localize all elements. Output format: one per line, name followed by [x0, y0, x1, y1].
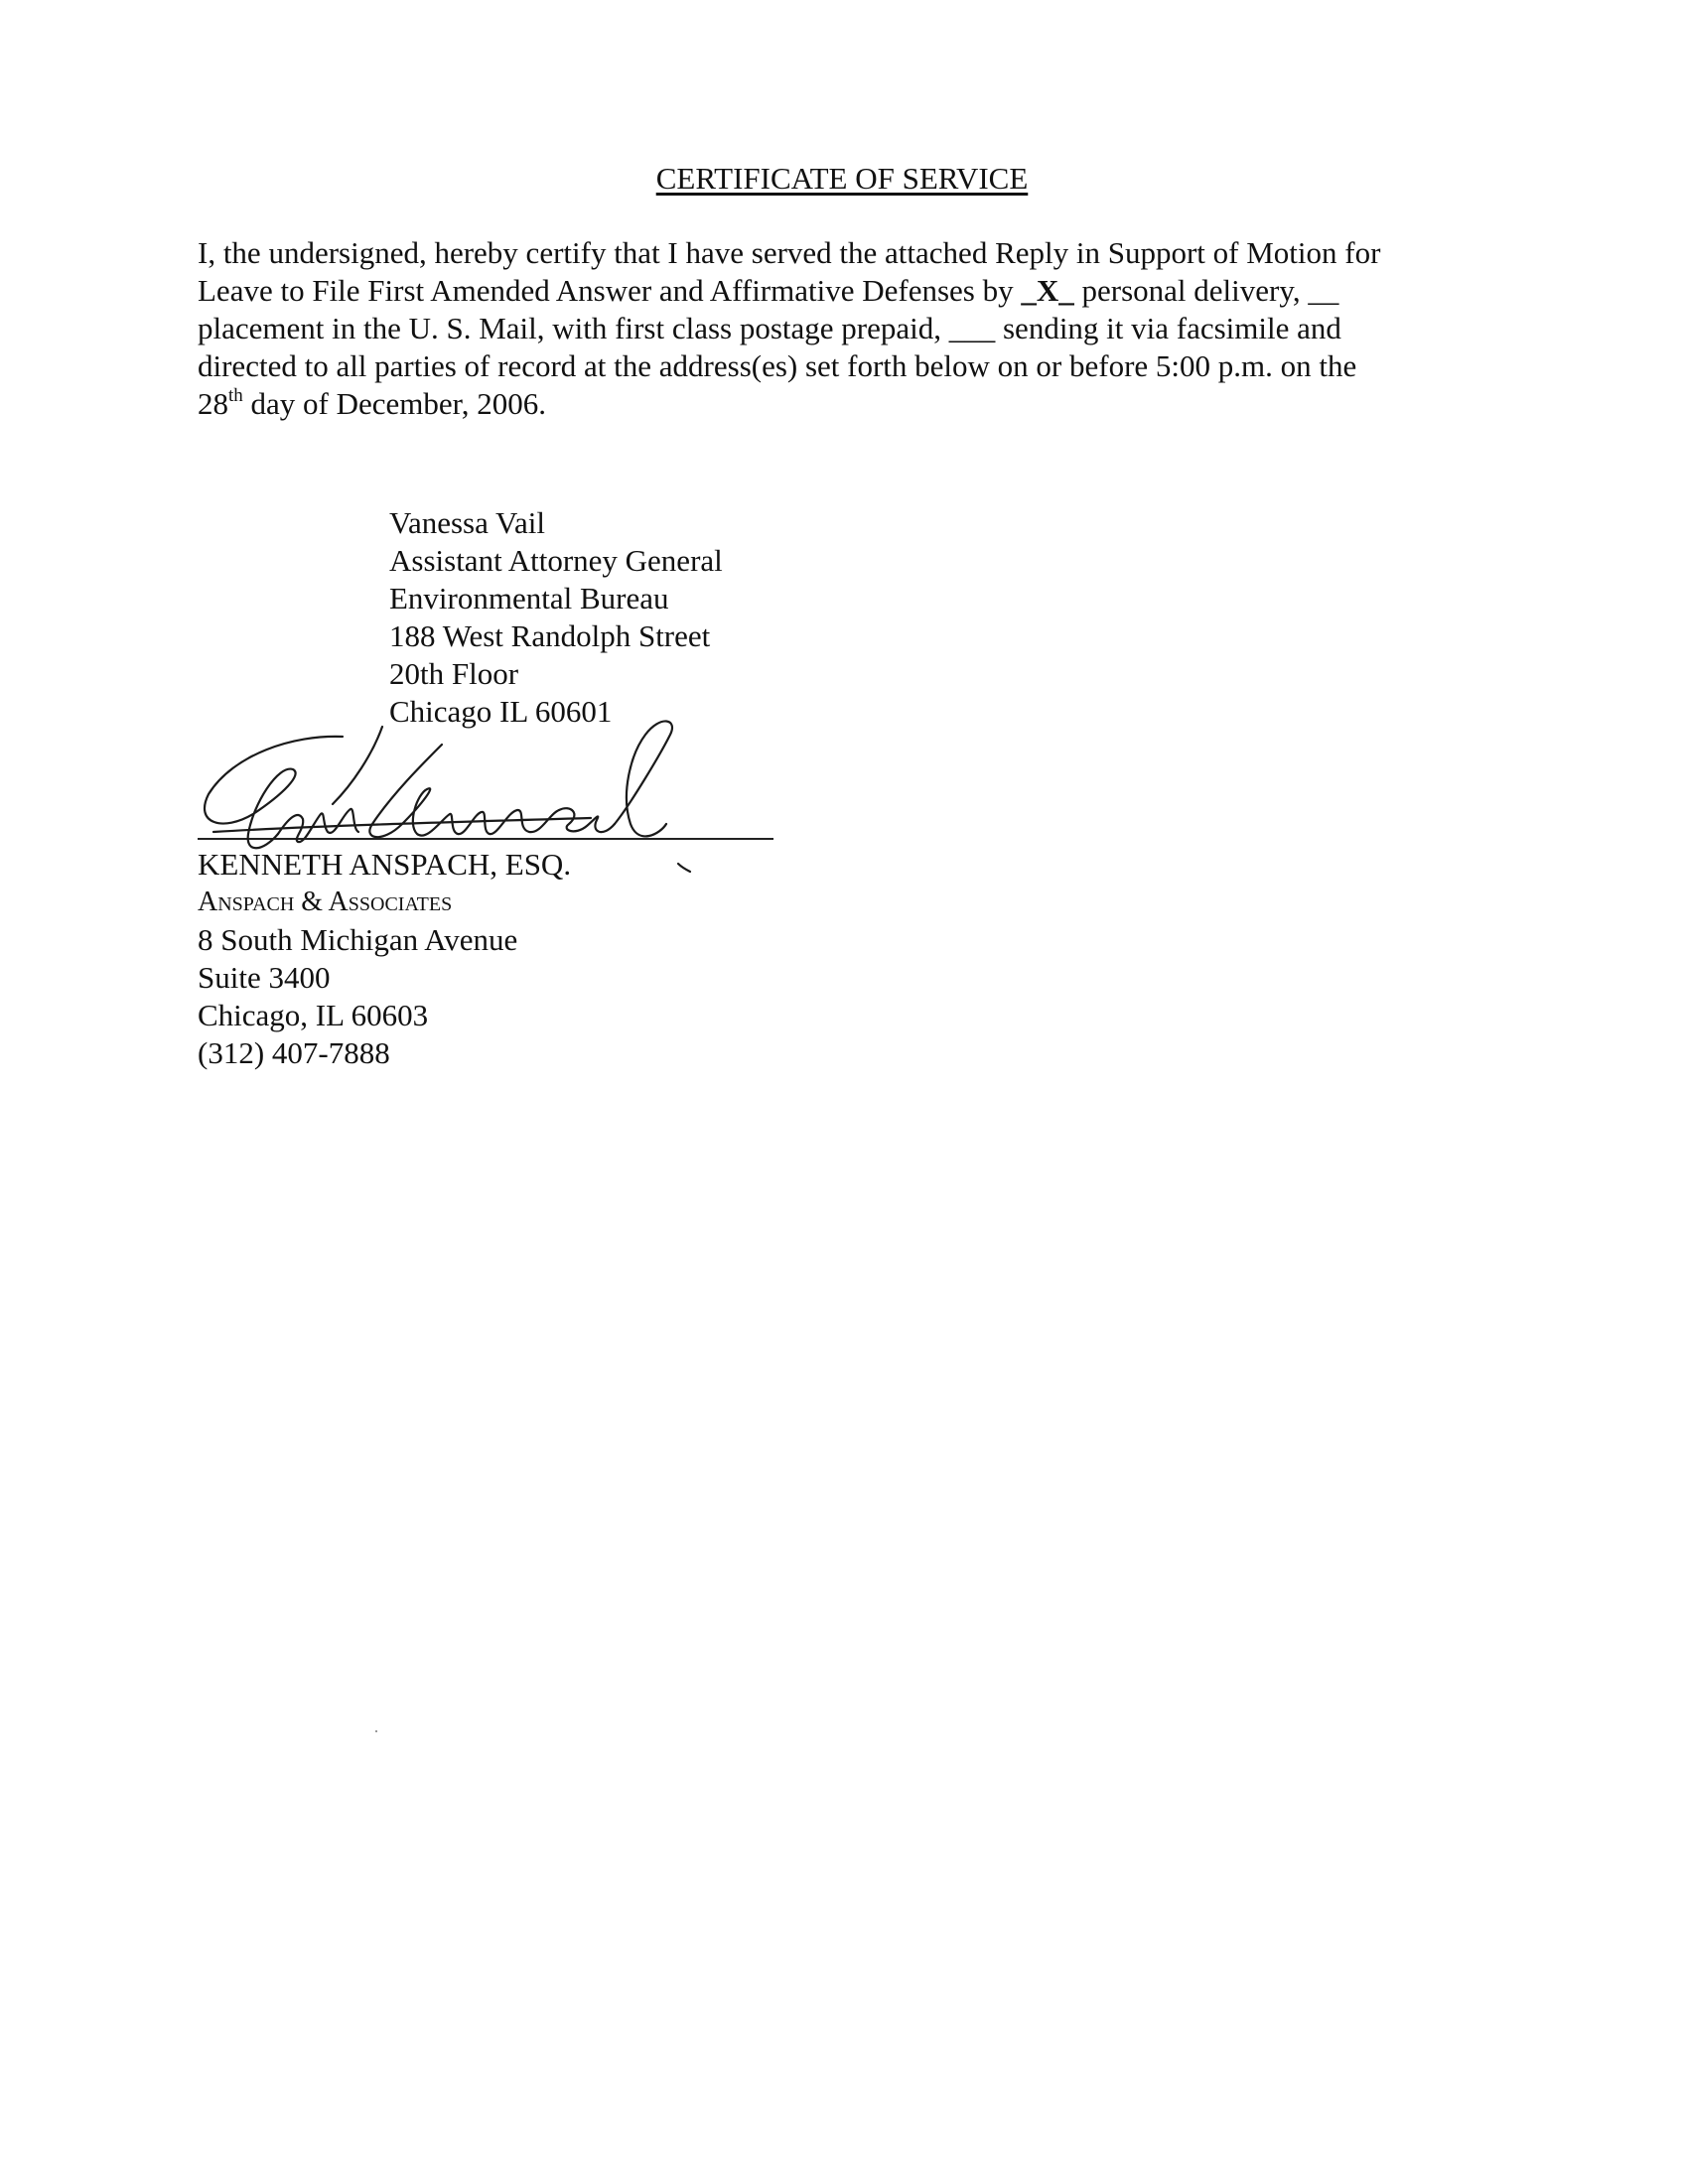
- recipient-street: 188 West Randolph Street: [389, 618, 711, 653]
- recipient-floor: 20th Floor: [389, 656, 519, 691]
- paragraph-line-2-end: personal delivery, __: [1073, 273, 1339, 308]
- service-date-rest: day of December, 2006.: [242, 386, 546, 421]
- signatory-suite: Suite 3400: [198, 960, 331, 995]
- recipient-address-block: [389, 504, 723, 731]
- recipient-city: Chicago IL 60601: [389, 694, 613, 729]
- recipient-title: Assistant Attorney General: [389, 543, 723, 578]
- paragraph-line-5: [198, 385, 1508, 423]
- paragraph-line-4: directed to all parties of record at the address(es) set forth below on or before 5:00 p.m. on the: [198, 348, 1357, 383]
- paragraph-line-2-start: Leave to File First Amended Answer and Affirmative Defenses by: [198, 273, 1022, 308]
- signatory-phone: (312) 407-7888: [198, 1035, 390, 1070]
- service-day: 28: [198, 386, 228, 421]
- scan-speck: [375, 1730, 377, 1732]
- certification-paragraph: [198, 234, 1508, 423]
- recipient-bureau: Environmental Bureau: [389, 581, 669, 615]
- signatory-street: 8 South Michigan Avenue: [198, 922, 518, 957]
- paragraph-line-3: placement in the U. S. Mail, with first class postage prepaid, ___ sending it via facsimile and: [198, 311, 1341, 345]
- signatory-city: Chicago, IL 60603: [198, 998, 429, 1032]
- personal-delivery-mark: _X_: [1021, 273, 1074, 308]
- paragraph-line-1: I, the undersigned, hereby certify that I have served the attached Reply in Support of Motion for: [198, 235, 1381, 270]
- signatory-address-block: [198, 846, 571, 1072]
- document-title: CERTIFICATE OF SERVICE: [655, 161, 1029, 196]
- signatory-name: KENNETH ANSPACH, ESQ.: [198, 847, 572, 882]
- recipient-name: Vanessa Vail: [389, 505, 545, 540]
- paragraph-line-2: [198, 272, 1508, 310]
- service-day-suffix: th: [228, 384, 243, 406]
- signatory-firm: Anspach & Associates: [198, 887, 453, 917]
